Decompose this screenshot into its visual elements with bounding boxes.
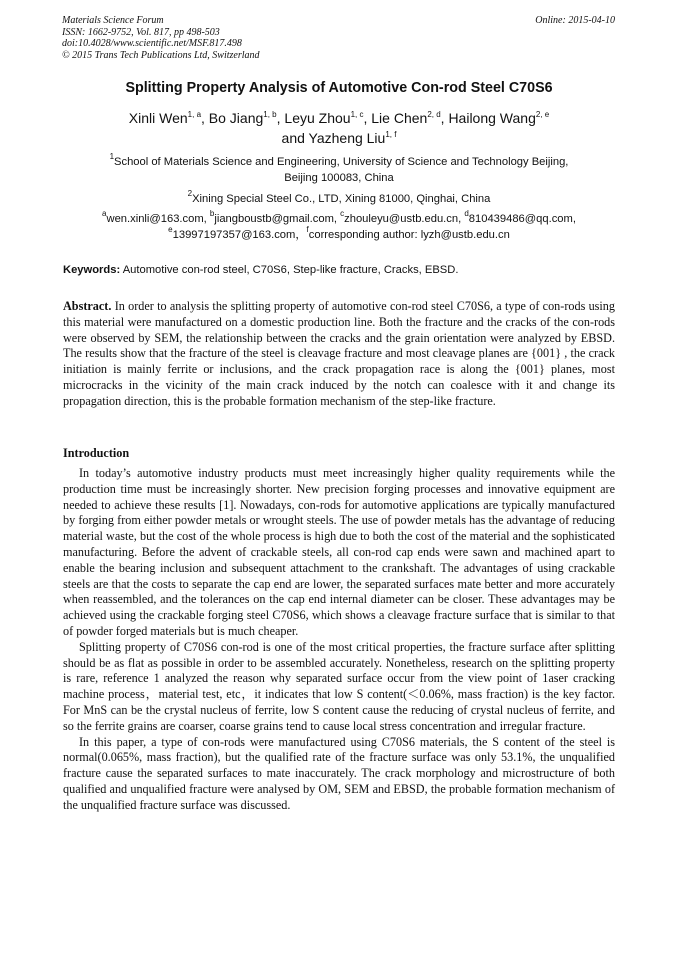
email-sup: f <box>306 224 309 234</box>
authors-and: and <box>281 130 305 146</box>
affiliation-1 <box>50 152 628 186</box>
journal-header <box>62 15 260 61</box>
journal-name: Materials Science Forum <box>62 15 164 26</box>
author-sup: 1, f <box>385 130 397 139</box>
author-name: Bo Jiang <box>208 110 264 126</box>
affiliation-text-line2: Beijing 100083, China <box>284 171 394 184</box>
email-sup: e <box>168 224 173 234</box>
author-sup: 1, b <box>263 110 277 119</box>
author-name: Xinli Wen <box>128 110 188 126</box>
affiliation-sup: 2 <box>187 189 193 198</box>
email[interactable]: wen.xinli@163.com, <box>106 213 210 225</box>
paragraph: In today’s automotive industry products must meet increasingly higher quality requirements while the production time must be increasingly shorter. New precision forging processes and innovative equipment are needed to achieve these results [1]. Nowadays, con-rods for automotive applications are typically manufactured by forging from either powder metals or wrought steels. The use of powder metals has the advantage of reducing material waste, but the cost of the whole process is high due to both the cost of the material and the sophisticated manufacturing. Before the advent of crackable steels, all con-rod cap ends were sawn and machined apart to enable the bearing inclusion and subsequent attachment to the crankshaft. The advantages of using crackable steels are that the costs to separate the cap end are lower, the separated surfaces mate better and more accurately when reassembled, and the tolerances on the cap end internal diameter can be closer. These advantages may be achieved using the crackable forging steel C70S6, which shows a cleavage fracture surface that is similar to that of powder forged materials but is much cheaper. <box>63 466 615 638</box>
email-list <box>50 209 628 243</box>
affiliation-text: School of Materials Science and Engineering, University of Science and Technology Beijing, <box>114 156 569 168</box>
paragraph: Splitting property of C70S6 con-rod is one of the most critical properties, the fracture surface after splitting should be as flat as possible in order to be assembled accurately. Nonetheless, research on the splitting property is rare, reference 1 analyzed the reason why separated surface occur from the view point of 1aser cracking machine process，material test, etc，it indicates that low S content(＜0.06%, mass fraction) is the key factor. For MnS can be the crystal nucleus of ferrite, low S content cause the reducing of crystal nucleus of ferrite, and so the ferrite grains are coarser, coarse grains tend to cause local stress concentration and irregular fracture. <box>63 639 615 733</box>
abstract <box>63 299 615 410</box>
introduction-body <box>63 466 615 814</box>
email-sup: d <box>464 209 469 218</box>
email-sup: c <box>340 209 345 218</box>
keywords-text: Automotive con-rod steel, C70S6, Step-like fracture, Cracks, EBSD. <box>120 264 459 276</box>
email[interactable]: 810439486@qq.com, <box>468 213 576 225</box>
author-name: Leyu Zhou <box>284 110 351 126</box>
email[interactable]: jiangboustb@gmail.com, <box>214 213 341 225</box>
abstract-text: In order to analysis the splitting property of automotive con-rod steel C70S6, a type of con-rods using this material were manufactured on a domestic production line. Both the fracture and the cracks of the con-rods were observed by SEM, the relationship between the cracks and the grain orientation were analyzed by EBSD. The results show that the fracture of the steel is cleavage fracture and most cleavage planes are {001} , the crack initiation is mainly ferrite or inclusions, and the crack propagation race is along the {001} planes, most microcracks in the vicinity of the main crack induced by the notch can coalesce with it and change its propagation direction, this is the probable formation mechanism of the step-like fracture. <box>63 299 615 408</box>
author-list: Xinli Wen$^{1, a}$, Bo Jiang$^{1, b}$, Leyu Zhou$^{1, c}$, Lie Chen$^{2, d}$, Hailong Wang$^{2, e}$ and Yazheng Liu$^{1, f}$ <box>128 110 550 146</box>
journal-issn: ISSN: 1662-9752, Vol. 817, pp 498-503 <box>62 26 220 38</box>
section-heading-introduction: Introduction <box>63 446 130 460</box>
author-sup: 1, c <box>350 110 364 119</box>
paragraph: In this paper, a type of con-rods were manufactured using C70S6 materials, the S content of the steel is normal(0.065%, mass fraction), but the qualified rate of the fracture surface was only 53.1%, the unqualified fracture cause the separated surfaces to mate inaccurately. The crack morphology and microstructure of both qualified and unqualified fracture were analysed by OM, SEM and EBSD, the probable formation mechanism of the unqualified fracture surface was discussed. <box>63 734 615 812</box>
author-sup: 1, a <box>187 110 202 119</box>
keywords <box>63 264 623 276</box>
author-name: Lie Chen <box>371 110 428 126</box>
email-sup: b <box>209 209 215 218</box>
paper-title: Splitting Property Analysis of Automotive Con-rod Steel C70S6 <box>125 80 553 96</box>
email[interactable]: zhouleyu@ustb.edu.cn, <box>344 213 465 225</box>
author-sup: 2, d <box>427 110 441 119</box>
affiliation-sup: 1 <box>109 152 115 161</box>
email[interactable]: corresponding author: lyzh@ustb.edu.cn <box>308 228 510 241</box>
abstract-label: Abstract. <box>63 299 112 313</box>
email[interactable]: 13997197357@163.com， <box>172 228 307 241</box>
author-sup: 2, e <box>535 110 550 119</box>
affiliation-text: Xining Special Steel Co., LTD, Xining 81000, Qinghai, China <box>192 193 491 205</box>
email-sup: a <box>102 209 107 218</box>
journal-copyright: © 2015 Trans Tech Publications Ltd, Switzerland <box>62 49 260 61</box>
journal-doi: doi:10.4028/www.scientific.net/MSF.817.498 <box>62 38 242 49</box>
author-name: Yazheng Liu <box>308 130 386 146</box>
affiliation-2 <box>50 189 628 208</box>
keywords-label: Keywords: <box>63 264 121 276</box>
online-date: Online: 2015-04-10 <box>535 15 615 26</box>
author-name: Hailong Wang <box>448 110 536 126</box>
